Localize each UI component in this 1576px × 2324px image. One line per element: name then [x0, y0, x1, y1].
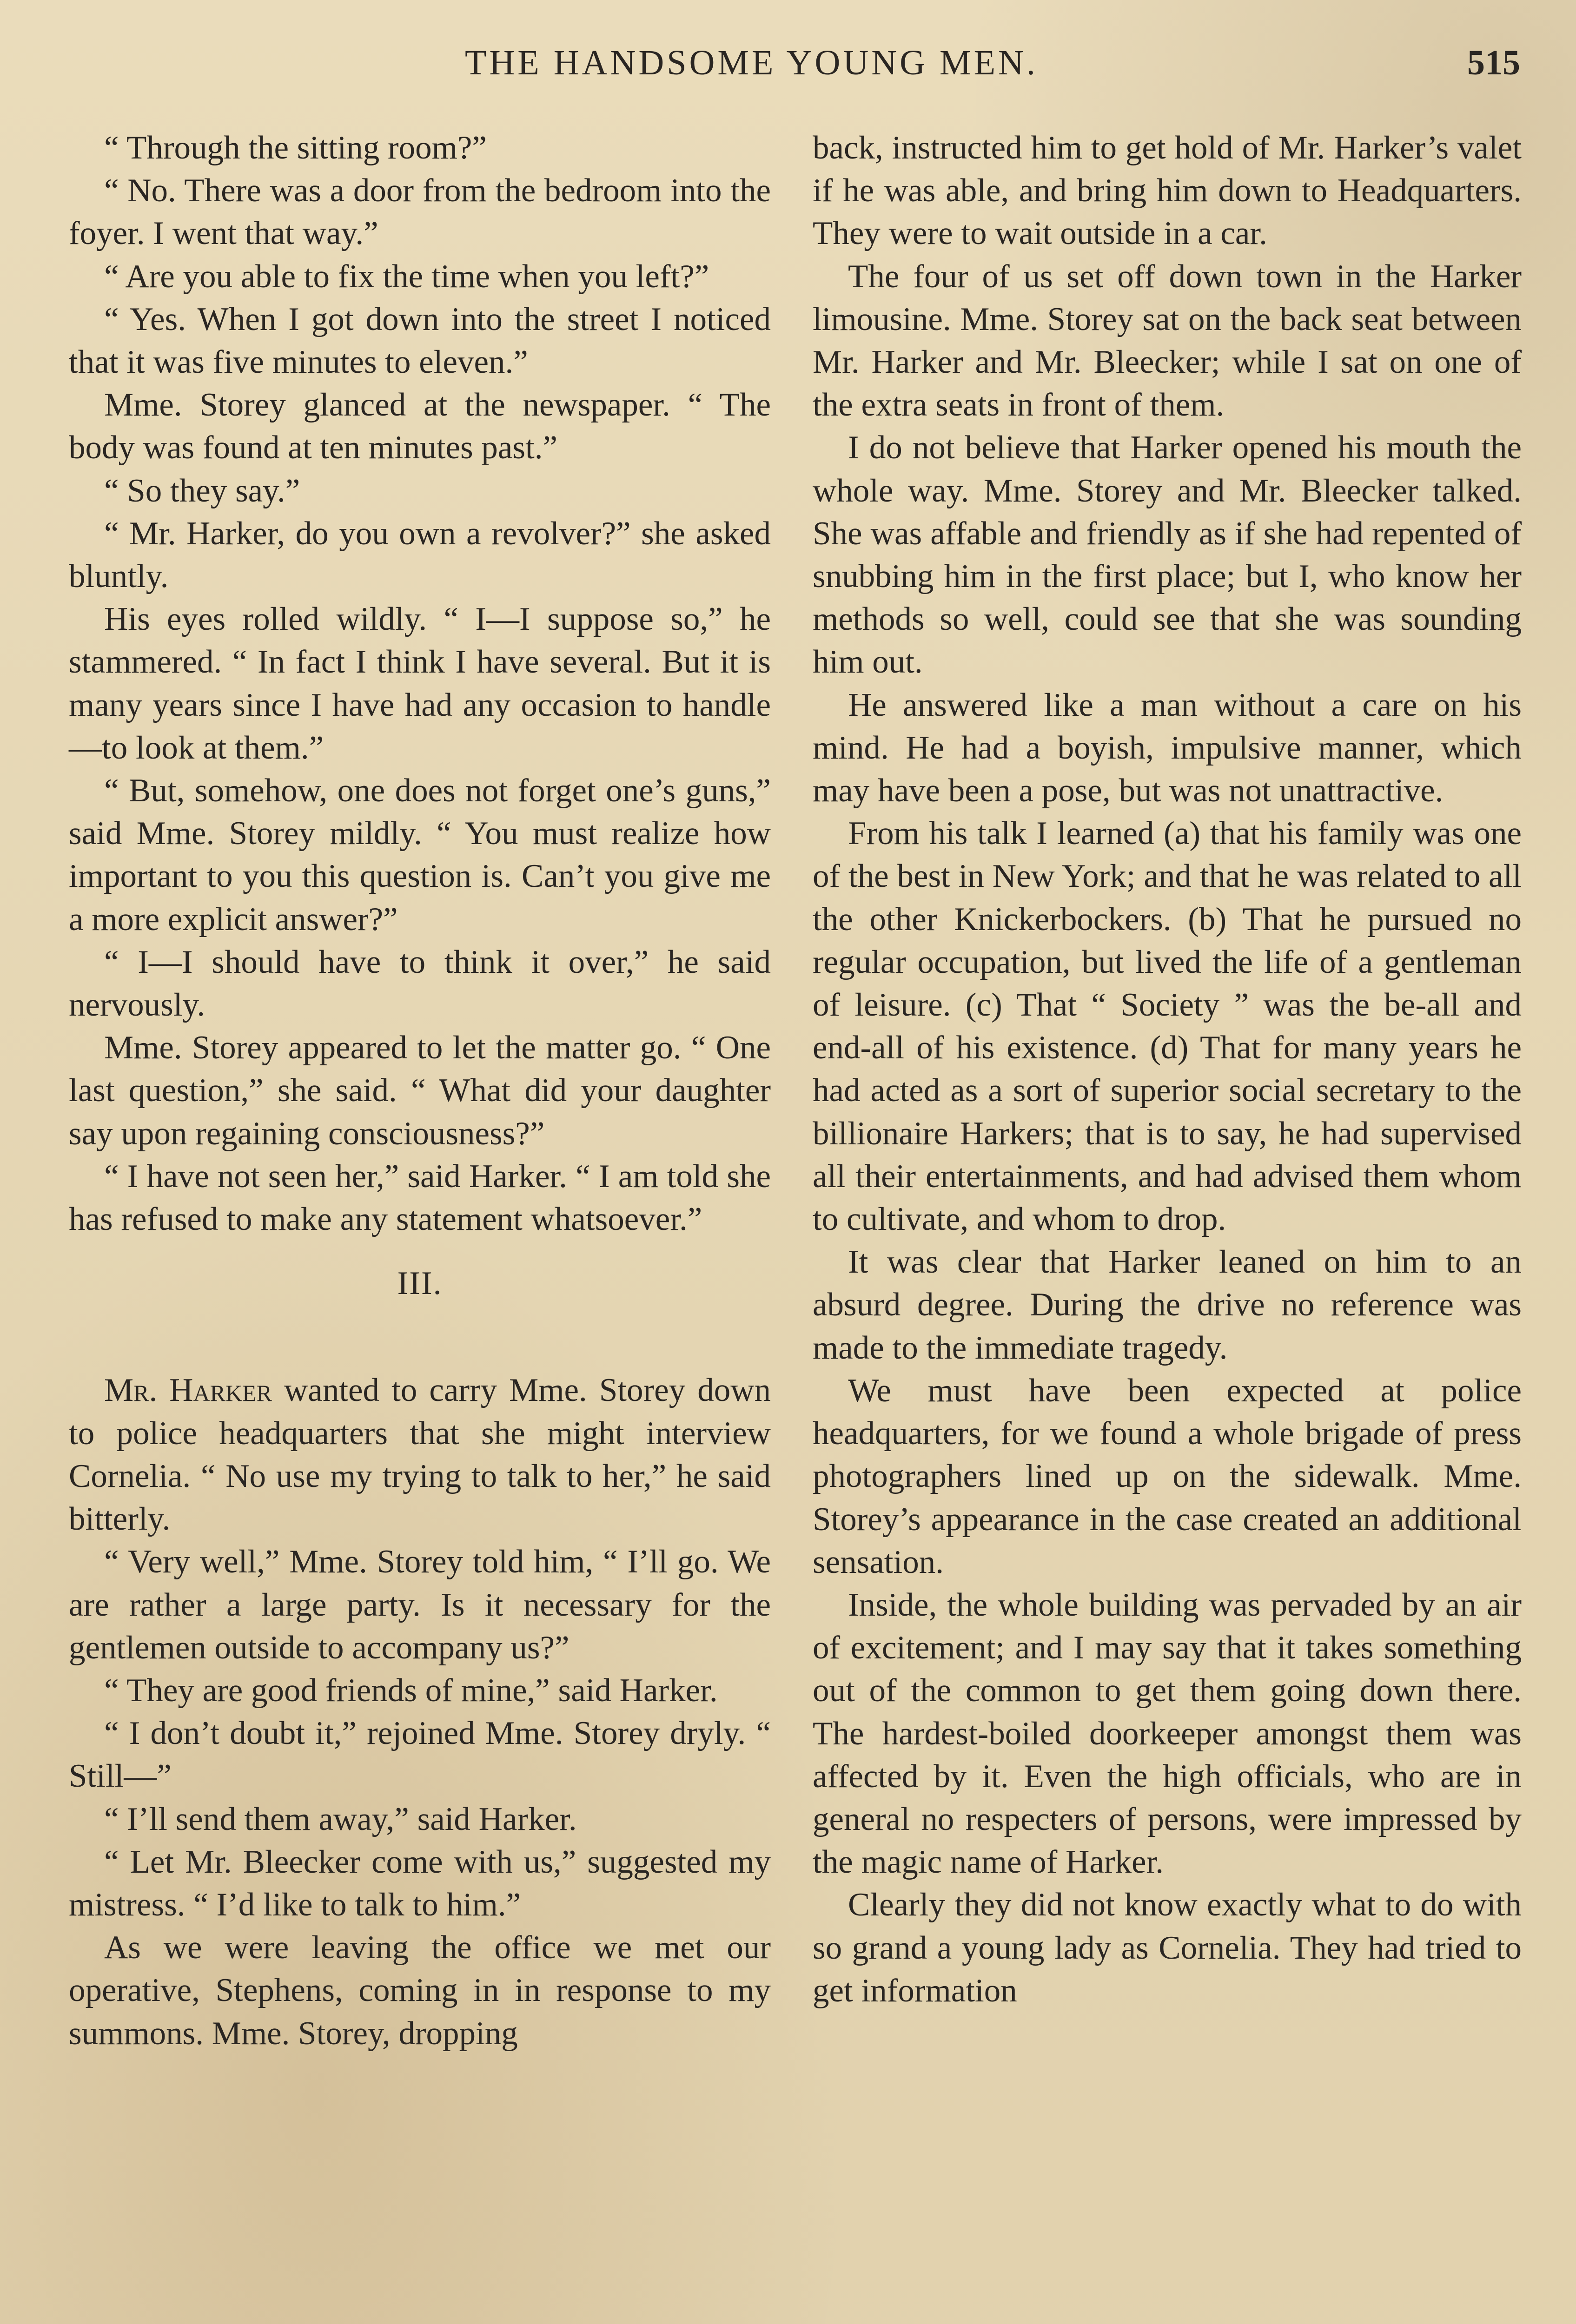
- paragraph-text: wanted to carry Mme. Storey down to police headquarters that she might interview Cornelia. “ No use my trying to talk to her,” he said bitterly.: [69, 1372, 771, 1538]
- right-column: [813, 126, 1522, 2012]
- small-caps-lead: Mr. Harker: [104, 1372, 272, 1409]
- paragraph: The four of us set off down town in the Harker limousine. Mme. Storey sat on the back seat between Mr. Harker and Mr. Bleecker; while I sat on one of the extra seats in front of them.: [813, 258, 1522, 423]
- left-column: [69, 126, 771, 2055]
- paragraph: His eyes rolled wildly. “ I—I suppose so,” he stammered. “ In fact I think I have several. But it is many years since I have had any occasion to handle—to look at them.”: [69, 601, 771, 766]
- page-number: 515: [1467, 43, 1520, 82]
- paragraph: From his talk I learned (a) that his family was one of the best in New York; and that he was related to all the other Knickerbockers. (b) That he pursued no regular occupation, but lived the life of a gentleman of leisure. (c) That “ Society ” was the be-all and end-all of his existence. (d) That for many years he had acted as a sort of superior social secretary to the billionaire Harkers; that is to say, he had supervised all their entertainments, and had advised them whom to cultivate, and whom to drop.: [813, 815, 1522, 1238]
- running-head: THE HANDSOME YOUNG MEN.: [465, 43, 1038, 82]
- paragraph: back, instructed him to get hold of Mr. Harker’s valet if he was able, and bring him down to Headquarters. They were to wait outside in a car.: [813, 130, 1522, 252]
- paragraph: “ So they say.”: [104, 472, 300, 509]
- paragraph: Mme. Storey appeared to let the matter go. “ One last question,” she said. “ What did your daughter say upon regaining consciousness?”: [69, 1030, 771, 1152]
- paragraph: “ Are you able to fix the time when you left?”: [104, 258, 709, 295]
- paragraph: “ Mr. Harker, do you own a revolver?” she asked bluntly.: [69, 515, 771, 595]
- paragraph: “ I—I should have to think it over,” he said nervously.: [69, 944, 771, 1023]
- paragraph: “ Very well,” Mme. Storey told him, “ I’ll go. We are rather a large party. Is it necessary for the gentlemen outside to accompany us?”: [69, 1544, 771, 1666]
- paragraph: Inside, the whole building was pervaded by an air of excitement; and I may say that it takes something out of the common to get them going down there. The hardest-boiled doorkeeper amongst them was affected by it. Even the high officials, who are in general no respecters of persons, were impressed by the magic name of Harker.: [813, 1586, 1522, 1881]
- page-header: [70, 43, 1520, 94]
- paragraph: “ But, somehow, one does not forget one’s guns,” said Mme. Storey mildly. “ You must realize how important to you this question is. Can’t you give me a more explicit answer?”: [69, 772, 771, 938]
- paragraph: Mme. Storey glanced at the newspaper. “ The body was found at ten minutes past.”: [69, 387, 771, 466]
- paragraph: “ Through the sitting room?”: [104, 130, 487, 166]
- paragraph: “ I don’t doubt it,” rejoined Mme. Storey dryly. “ Still—”: [69, 1715, 771, 1795]
- paragraph: “ I’ll send them away,” said Harker.: [104, 1801, 577, 1837]
- paragraph: It was clear that Harker leaned on him to an absurd degree. During the drive no reference was made to the immediate tragedy.: [813, 1244, 1522, 1366]
- paragraph: “ They are good friends of mine,” said Harker.: [104, 1672, 718, 1709]
- paragraph: Clearly they did not know exactly what to do with so grand a young lady as Cornelia. They had tried to get information: [813, 1887, 1522, 2009]
- paragraph: As we were leaving the office we met our operative, Stephens, coming in in response to my summons. Mme. Storey, dropping: [69, 1929, 771, 2052]
- paragraph: “ Yes. When I got down into the street I noticed that it was five minutes to eleven.”: [69, 301, 771, 381]
- paragraph: I do not believe that Harker opened his mouth the whole way. Mme. Storey and Mr. Bleecker talked. She was affable and friendly as if she had repented of snubbing him in the first place; but I, who know her methods so well, could see that she was sounding him out.: [813, 429, 1522, 680]
- paragraph: “ I have not seen her,” said Harker. “ I am told she has refused to make any statement whatsoever.”: [69, 1158, 771, 1238]
- paragraph: [69, 1369, 771, 1540]
- paragraph: He answered like a man without a care on his mind. He had a boyish, impulsive manner, which may have been a pose, but was not unattractive.: [813, 687, 1522, 809]
- paragraph: “ Let Mr. Bleecker come with us,” suggested my mistress. “ I’d like to talk to him.”: [69, 1843, 771, 1923]
- section-number: III.: [397, 1265, 443, 1302]
- paragraph: “ No. There was a door from the bedroom into the foyer. I went that way.”: [69, 172, 771, 252]
- paragraph: We must have been expected at police headquarters, for we found a whole brigade of press photographers lined up on the sidewalk. Mme. Storey’s appearance in the case created an additional sensation.: [813, 1372, 1522, 1580]
